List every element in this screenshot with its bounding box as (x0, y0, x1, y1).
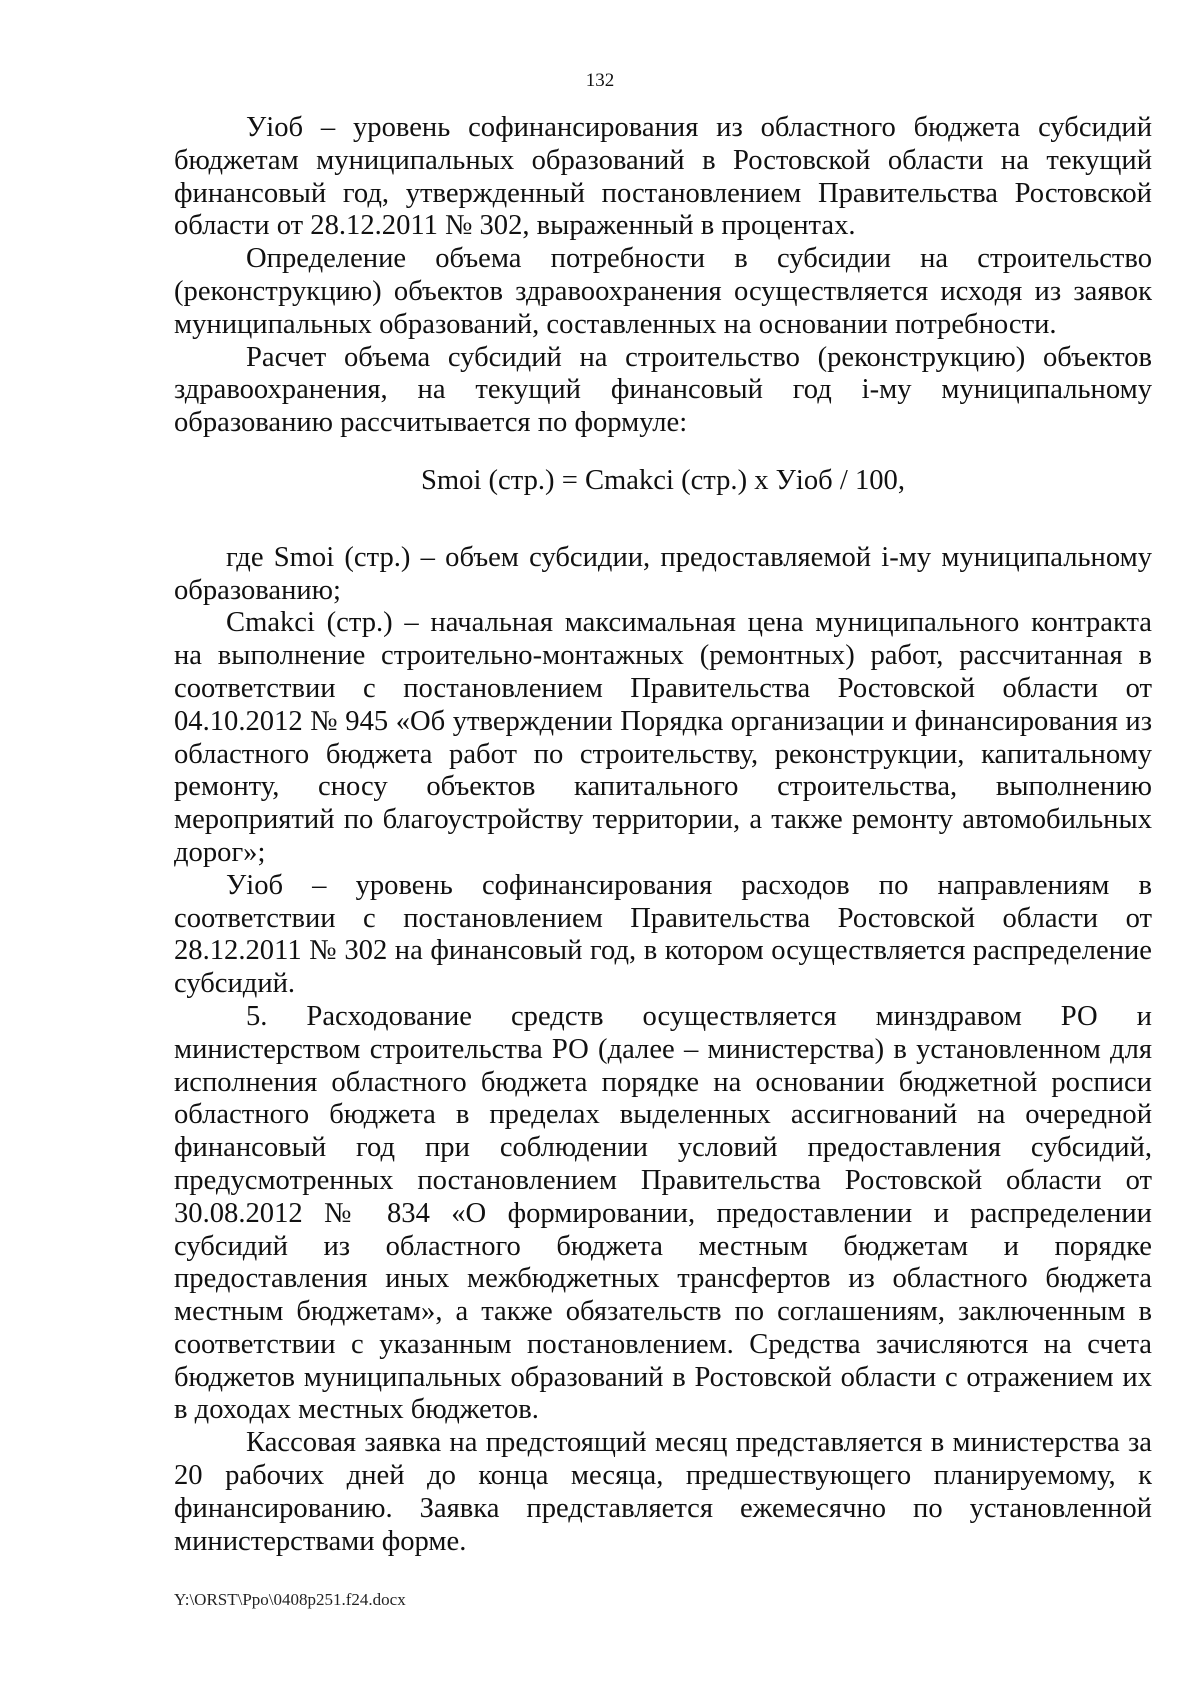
formula: Smoi (стр.) = Cmakci (стр.) х Уioб / 100, (421, 464, 905, 496)
footer-file-path: Y:\ORST\Ppo\0408p251.f24.docx (174, 1590, 406, 1609)
paragraph-uiob-definition: Уioб – уровень софинансирования расходов по направлениям в соответствии с постановлением Правительства Ростовской области от 28.12.2011 № 302 на финансовый год, в котором осуществляется распределение субсидий. (174, 869, 1152, 1000)
paragraph-cash-request: Кассовая заявка на предстоящий месяц представляется в министерства за 20 рабочих дней до конца месяца, предшествующего планируемому, к финансированию. Заявка представляется ежемесячно по установленной министерствами форме. (174, 1427, 1152, 1557)
page-number: 132 (585, 70, 615, 91)
paragraph-section-5: 5. Расходование средств осуществляется минздравом РО и министерством строительства РО (далее – министерства) в установленном для исполнения областного бюджета порядке на основании бюджетной росписи областного бюджета в пределах выделенных ассигнований на очередной финансовый год при соблюдении условий предоставления субсидий, предусмотренных постановлением Правительства Ростовской области от 30.08.2012 № 834 «О формировании, предоставлении и распределении субсидий из областного бюджета местным бюджетам и порядке предоставления иных межбюджетных трансфертов из областного бюджета местным бюджетам», а также обязательств по соглашениям, заключенным в соответствии с указанным постановлением. Средства зачисляются на счета бюджетов муниципальных образований в Ростовской области с отражением их в доходах местных бюджетов. (174, 1000, 1152, 1426)
paragraph-cmakci-definition: Cmakci (стр.) – начальная максимальная цена муниципального контракта на выполнение строительно-монтажных (ремонтных) работ, рассчитанная в соответствии с постановлением Правительства Ростовской области от 04.10.2012 № 945 «Об утверждении Порядка организации и финансирования из областного бюджета работ по строительству, реконструкции, капитальному ремонту, сносу объектов капитального строительства, выполнению мероприятий по благоустройству территории, а также ремонту автомобильных дорог»; (174, 607, 1152, 868)
paragraph-need-determination: Определение объема потребности в субсидии на строительство (реконструкцию) объектов здравоохранения осуществляется исходя из заявок муниципальных образований, составленных на основании потребности. (174, 243, 1152, 340)
paragraph-cofinancing-level: Уioб – уровень софинансирования из областного бюджета субсидий бюджетам муниципальных образований в Ростовской области на текущий финансовый год, утвержденный постановлением Правительства Ростовской области от 28.12.2011 № 302, выраженный в процентах. (174, 112, 1152, 242)
document-body (174, 112, 1152, 1558)
paragraph-calculation-intro: Расчет объема субсидий на строительство (реконструкцию) объектов здравоохранения, на текущий финансовый год i-му муниципальному образованию рассчитывается по формуле: (174, 341, 1152, 439)
paragraph-smoi-definition: где Smoi (стр.) – объем субсидии, предоставляемой i-му муниципальному образованию; (174, 541, 1152, 606)
